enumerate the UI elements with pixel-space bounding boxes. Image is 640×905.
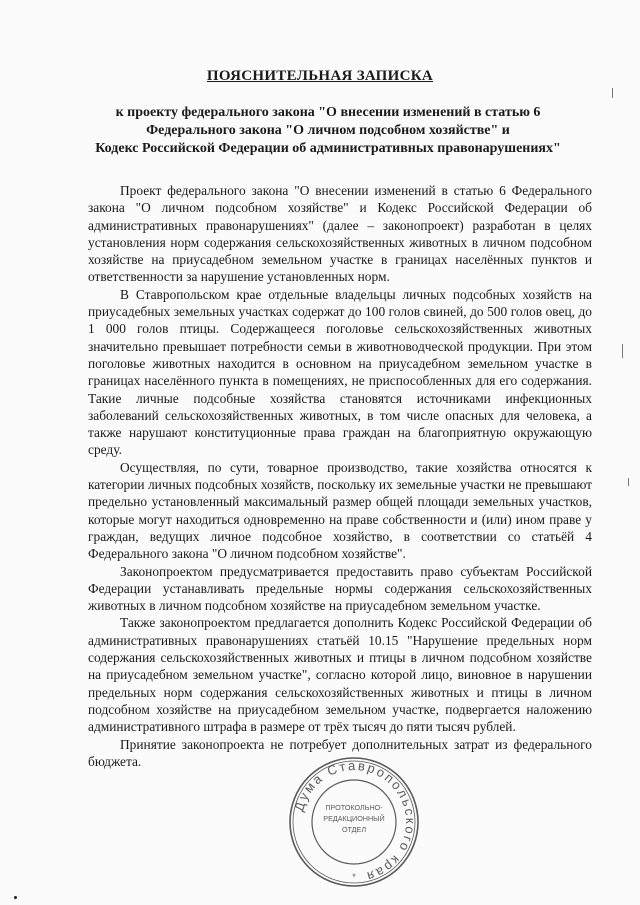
stamp-inner-line: ПРОТОКОЛЬНО- xyxy=(325,803,383,812)
stamp-inner-line: РЕДАКЦИОННЫЙ xyxy=(323,814,385,823)
subtitle-line: к проекту федерального закона "О внесении изменений в статью 6 xyxy=(115,105,541,120)
official-stamp xyxy=(286,754,422,890)
stamp-star: * xyxy=(352,872,356,882)
scan-mark xyxy=(622,344,623,358)
paragraph: Также законопроектом предлагается дополнить Кодекс Российской Федерации об административных правонарушениях статьёй 10.15 "Нарушение предельных норм содержания сельскохозяйственных животных и птицы в личном подсобном хозяйстве на приусадебном земельном участке", согласно которой лицо, виновное в нарушении предельных норм содержания сельскохозяйственных животных и птицы в личном подсобном хозяйстве на приусадебном земельном участке, подвергается наложению административного штрафа в размере от трёх тысяч до пяти тысяч рублей. xyxy=(88,615,592,735)
subtitle-line: Кодекс Российской Федерации об административных правонарушениях" xyxy=(95,141,561,156)
paragraph: Проект федерального закона "О внесении изменений в статью 6 Федерального закона "О личном подсобном хозяйстве" и Кодекс Российской Федерации об административных правонарушениях" (далее – законопроект) разработан в целях установления норм содержания сельскохозяйственных животных в личном подсобном хозяйстве на приусадебном земельном участке в границах населённых пунктов и ответственности за нарушение установленных норм. xyxy=(88,183,592,285)
scan-mark xyxy=(612,88,613,98)
scan-mark xyxy=(628,478,629,486)
subtitle-line: Федерального закона "О личном подсобном хозяйстве" и xyxy=(146,123,510,138)
paragraph: Принятие законопроекта не потребует дополнительных затрат из федерального бюджета. xyxy=(88,736,592,769)
document-body xyxy=(88,182,592,770)
stamp-seal-icon xyxy=(286,754,422,890)
document-title: ПОЯСНИТЕЛЬНАЯ ЗАПИСКА xyxy=(206,68,434,84)
paragraph: Законопроектом предусматривается предоставить право субъектам Российской Федерации устанавливать предельные нормы содержания сельскохозяйственных животных в личном подсобном хозяйстве на приусадебном земельном участке. xyxy=(88,563,592,614)
document-subtitle xyxy=(60,104,596,158)
stamp-inner-line: ОТДЕЛ xyxy=(341,825,367,834)
paragraph: В Ставропольском крае отдельные владельцы личных подсобных хозяйств на приусадебных земельных участках содержат до 100 голов свиней, до 500 голов овец, до 1 000 голов птицы. Содержащееся поголовье сельскохозяйственных животных значительно превышает потребности семьи в животноводческой продукции. При этом поголовье животных находится в основном на приусадебном земельном участке в границах населённого пункта в помещениях, не приспособленных для его содержания. Такие личные подсобные хозяйства становятся источниками инфекционных заболеваний сельскохозяйственных животных, в том числе опасных для человека, а также нарушают конституционные права граждан на благоприятную окружающую среду. xyxy=(88,286,592,458)
scan-speck xyxy=(14,896,17,899)
paragraph: Осуществляя, по сути, товарное производство, такие хозяйства относятся к категории личных подсобных хозяйств, поскольку их земельные участки не превышают предельно установленный максимальный размер общей площади земельных участков, которые могут находиться одновременно на праве собственности и (или) ином праве у граждан, ведущих личное подсобное хозяйство, в соответствии со статьёй 4 Федерального закона "О личном подсобном хозяйстве". xyxy=(88,459,592,562)
stamp-ring-text: Дума Ставропольского края xyxy=(291,757,419,885)
